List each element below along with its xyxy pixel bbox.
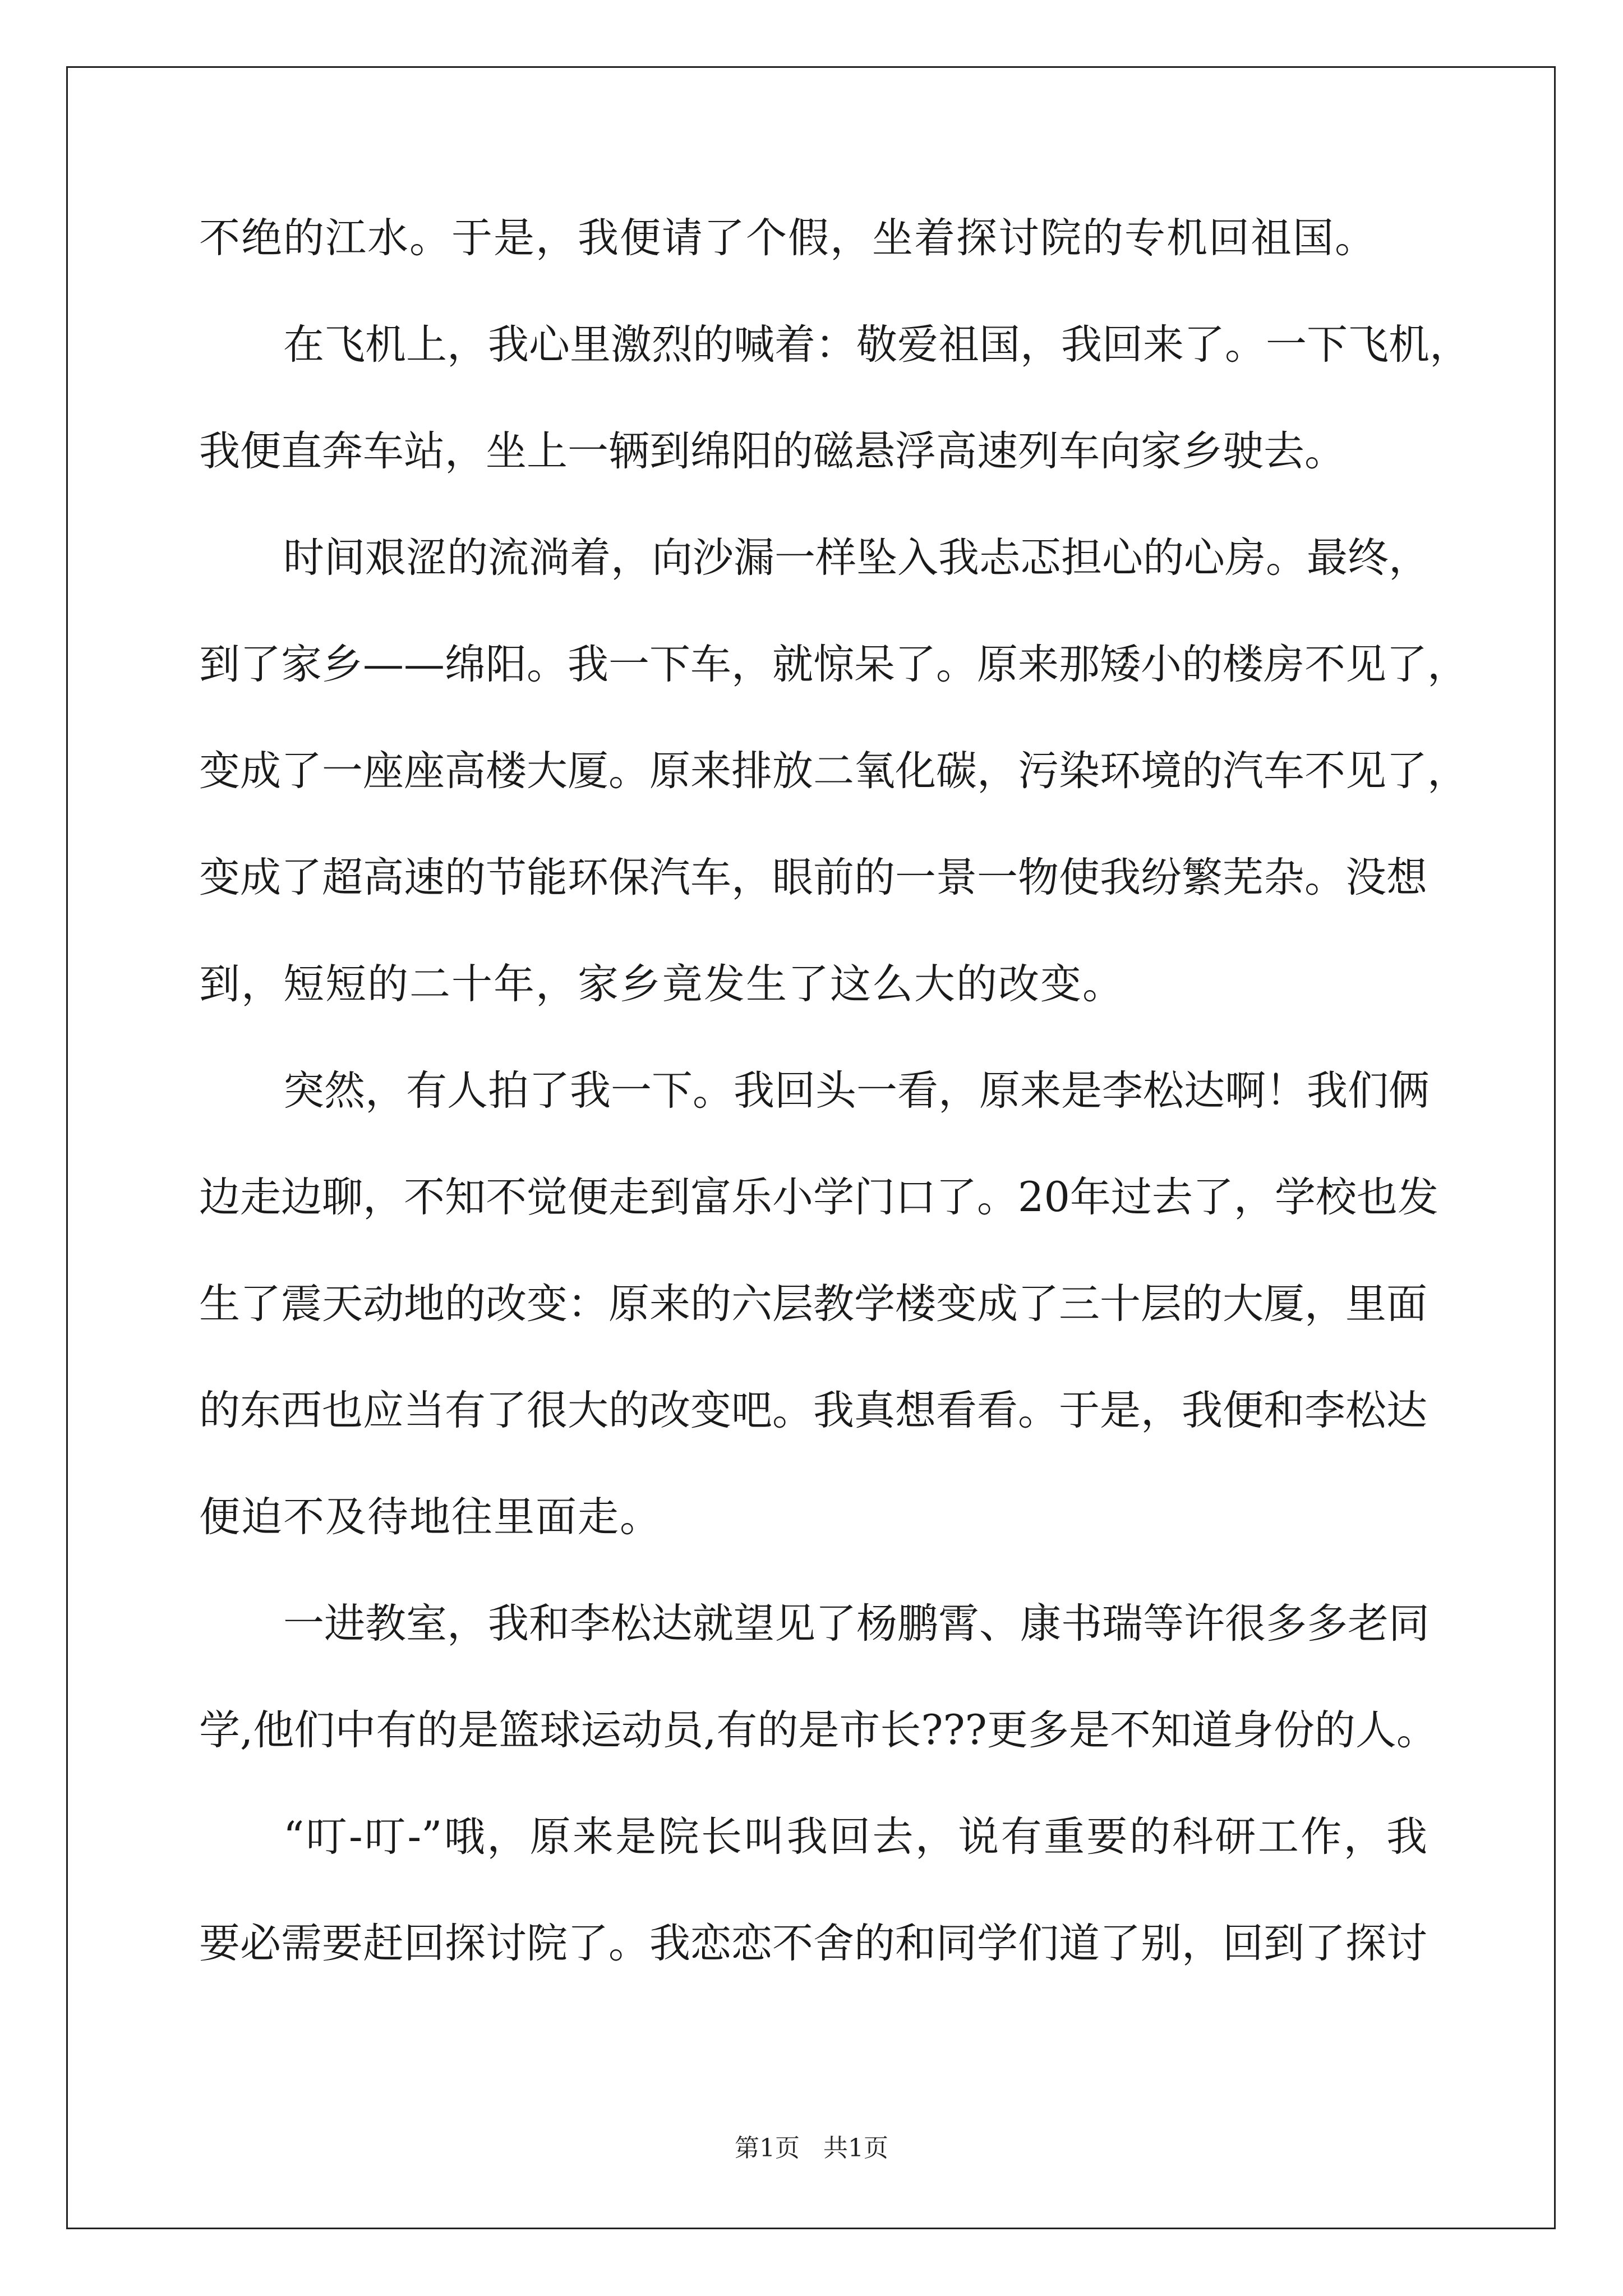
- text-line: 到了家乡——绵阳。我一下车，就惊呆了。原来那矮小的楼房不见了，: [199, 641, 1468, 688]
- paragraph-first-line: 时间艰涩的流淌着，向沙漏一样坠入我忐忑担心的心房。最终，: [283, 534, 1430, 582]
- text-line: 生了震天动地的改变：原来的六层教学楼变成了三十层的大厦，里面: [199, 1280, 1427, 1328]
- paragraph-first-line: “叮-叮-”哦，原来是院长叫我回去，说有重要的科研工作，我: [283, 1813, 1427, 1861]
- text-line: 要必需要赶回探讨院了。我恋恋不舍的和同学们道了别，回到了探讨: [199, 1920, 1427, 1967]
- text-line: 边走边聊，不知不觉便走到富乐小学门口了。20年过去了，学校也发: [199, 1174, 1438, 1221]
- text-line: 学,他们中有的是篮球运动员,有的是市长???更多是不知道身份的人。: [199, 1706, 1437, 1754]
- text-line: 的东西也应当有了很大的改变吧。我真想看看。于是，我便和李松达: [199, 1387, 1427, 1434]
- page-number-footer: 第1页 共1页: [735, 2134, 888, 2162]
- text-line: 便迫不及待地往里面走。: [199, 1493, 662, 1541]
- page-border: [66, 66, 1556, 2229]
- text-line: 变成了一座座高楼大厦。原来排放二氧化碳，污染环境的汽车不见了，: [199, 747, 1468, 795]
- paragraph-first-line: 突然，有人拍了我一下。我回头一看，原来是李松达啊！我们俩: [283, 1067, 1430, 1115]
- text-line: 不绝的江水。于是，我便请了个假，坐着探讨院的专机回祖国。: [199, 214, 1377, 262]
- paragraph-first-line: 一进教室，我和李松达就望见了杨鹏霄、康书瑞等许很多多老同: [283, 1600, 1430, 1648]
- text-line: 到，短短的二十年，家乡竟发生了这么大的改变。: [199, 960, 1124, 1008]
- text-line: 我便直奔车站，坐上一辆到绵阳的磁悬浮高速列车向家乡驶去。: [199, 427, 1345, 475]
- paragraph-first-line: 在飞机上，我心里激烈的喊着：敬爱祖国，我回来了。一下飞机，: [283, 321, 1470, 369]
- text-line: 变成了超高速的节能环保汽车，眼前的一景一物使我纷繁芜杂。没想: [199, 854, 1427, 901]
